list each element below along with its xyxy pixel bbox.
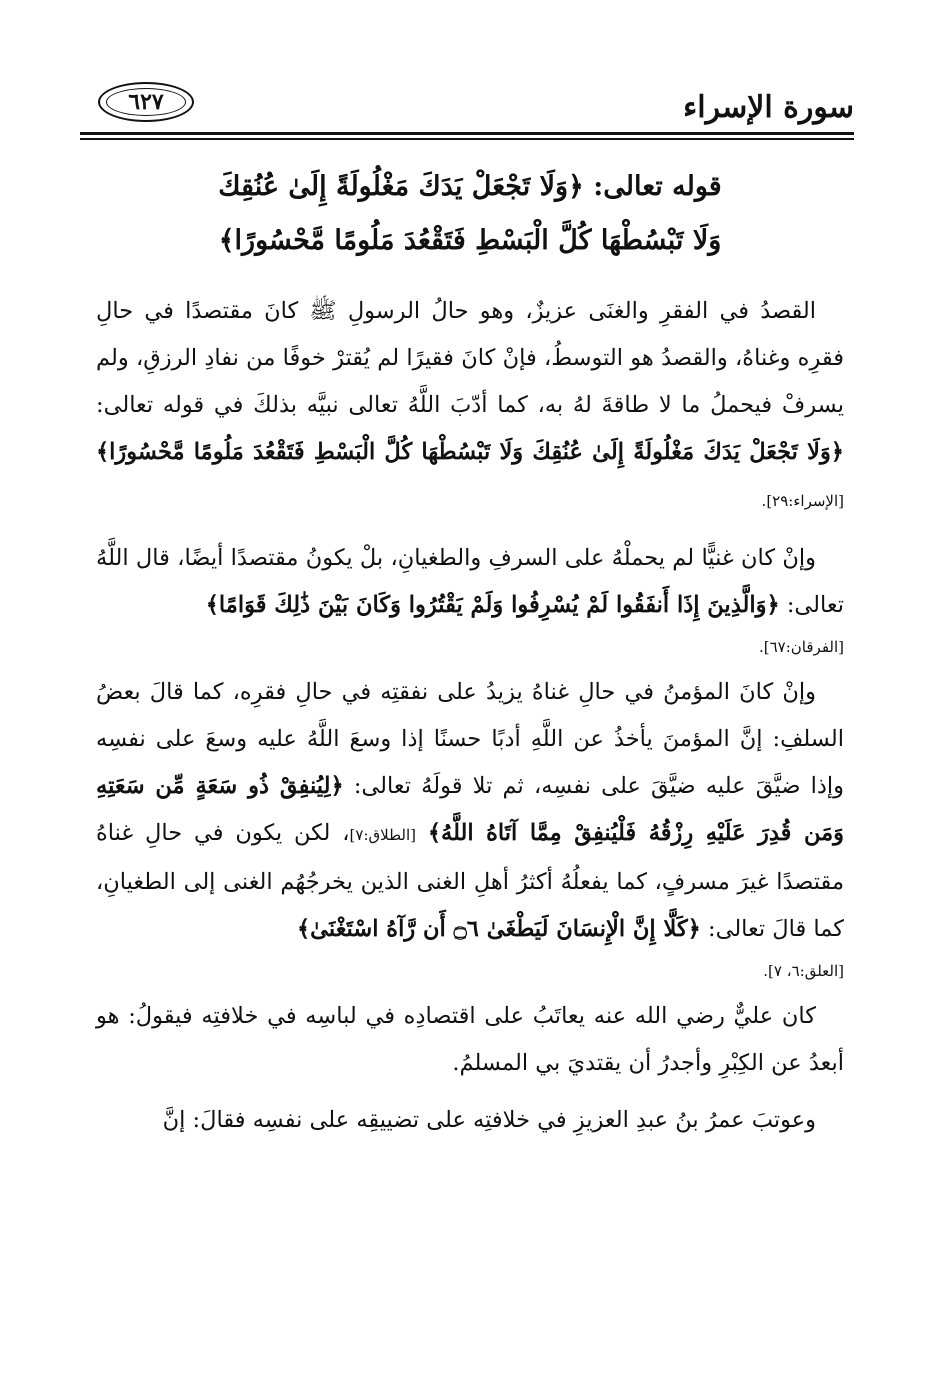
page-number: ٦٢٧ (128, 89, 164, 115)
paragraph-2-text: وإنْ كان غنيًّا لم يحملْهُ على السرفِ والطغيانِ، بلْ يكونُ مقتصدًا أيضًا، قال اللَّهُ تعالى: (96, 545, 844, 618)
quran-verse: ﴿كَلَّا إِنَّ الْإِنسَانَ لَيَطْغَىٰ ۝٦ أَن رَّآهُ اسْتَغْنَىٰ﴾ (296, 916, 701, 942)
page-number-badge (98, 82, 194, 122)
verse-reference: [الفرقان:٦٧]. (758, 638, 844, 656)
header-rule (80, 132, 854, 140)
quran-verse: ﴿وَلَا تَجْعَلْ يَدَكَ مَغْلُولَةً إِلَىٰ عُنُقِكَ وَلَا تَبْسُطْهَا كُلَّ الْبَسْطِ فَتَقْعُدَ مَلُومًا مَّحْسُورًا﴾ (96, 439, 844, 465)
paragraph-2 (96, 535, 844, 665)
paragraph-3-text-1: وإنْ كانَ المؤمنُ في حالِ غناهُ يزيدُ على نفقتِه في حالِ فقرِه، كما قالَ بعضُ السلفِ: إنَّ المؤمنَ يأخذُ عن اللَّهِ أدبًا حسنًا إذا وسعَ اللَّهُ عليه وسعَ على نفسِه وإذا ضيَّقَ عليه ضيَّقَ على نفسِه، ثم تلا قولَهُ تعالى: (96, 679, 844, 799)
paragraph-3 (96, 669, 844, 989)
verse-reference: [العلق:٦، ٧]. (763, 962, 844, 980)
verse-reference: [الإسراء:٢٩]. (761, 492, 844, 510)
paragraph-1-text: القصدُ في الفقرِ والغنَى عزيزٌ، وهو حالُ الرسولِ ﷺ كانَ مقتصدًا في حالِ فقرِه وغناهُ، والقصدُ هو التوسطُ، فإنْ كانَ فقيرًا لم يُقترْ خوفًا من نفادِ الرزقِ، ولم يسرفْ فيحملُ ما لا طاقةَ لهُ به، كما أدّبَ اللَّهُ تعالى نبيَّه بذلكَ في قوله تعالى: (96, 298, 844, 418)
verse-reference: [الطلاق:٧] (349, 826, 416, 844)
header-rule-thick (80, 132, 854, 135)
paragraph-4 (96, 993, 844, 1087)
paragraph-1 (96, 288, 844, 525)
paragraph-5-text: وعوتبَ عمرُ بنُ عبدِ العزيزِ في خلافتِه على تضييقِه على نفسِه فقالَ: إنَّ (162, 1107, 816, 1133)
page-header (80, 70, 854, 140)
section-heading (96, 160, 844, 268)
paragraph-5 (96, 1097, 844, 1144)
header-rule-thin (80, 138, 854, 140)
quran-verse: ﴿لِيُنفِقْ ذُو سَعَةٍ مِّن سَعَتِهِ وَمَن قُدِرَ عَلَيْهِ رِزْقُهُ فَلْيُنفِقْ مِمَّا آتَاهُ اللَّهُ﴾ (96, 773, 845, 846)
quran-verse: ﴿وَالَّذِينَ إِذَا أَنفَقُوا لَمْ يُسْرِفُوا وَلَمْ يَقْتُرُوا وَكَانَ بَيْنَ ذَٰلِكَ قَوَامًا﴾ (205, 592, 780, 618)
surah-title: سورة الإسراء (683, 90, 854, 125)
paragraph-3-text-2: ، لكن يكون في حالِ غناهُ مقتصدًا غيرَ مسرفٍ، كما يفعلُهُ أكثرُ أهلِ الغنى الذين يخرجُهُم الغنى إلى الطغيانِ، كما قالَ تعالى: (96, 820, 844, 942)
page-content (96, 160, 844, 1154)
paragraph-4-text: كان عليٌّ رضي الله عنه يعاتَبُ على اقتصادِه في لباسِه في خلافتِه فيقولُ: هو أبعدُ عن الكِبْرِ وأجدرُ أن يقتديَ بي المسلمُ. (96, 1003, 844, 1076)
heading-line-1: قوله تعالى: ﴿وَلَا تَجْعَلْ يَدَكَ مَغْلُولَةً إِلَىٰ عُنُقِكَ (218, 171, 722, 202)
heading-line-2: وَلَا تَبْسُطْهَا كُلَّ الْبَسْطِ فَتَقْعُدَ مَلُومًا مَّحْسُورًا﴾ (218, 225, 722, 256)
